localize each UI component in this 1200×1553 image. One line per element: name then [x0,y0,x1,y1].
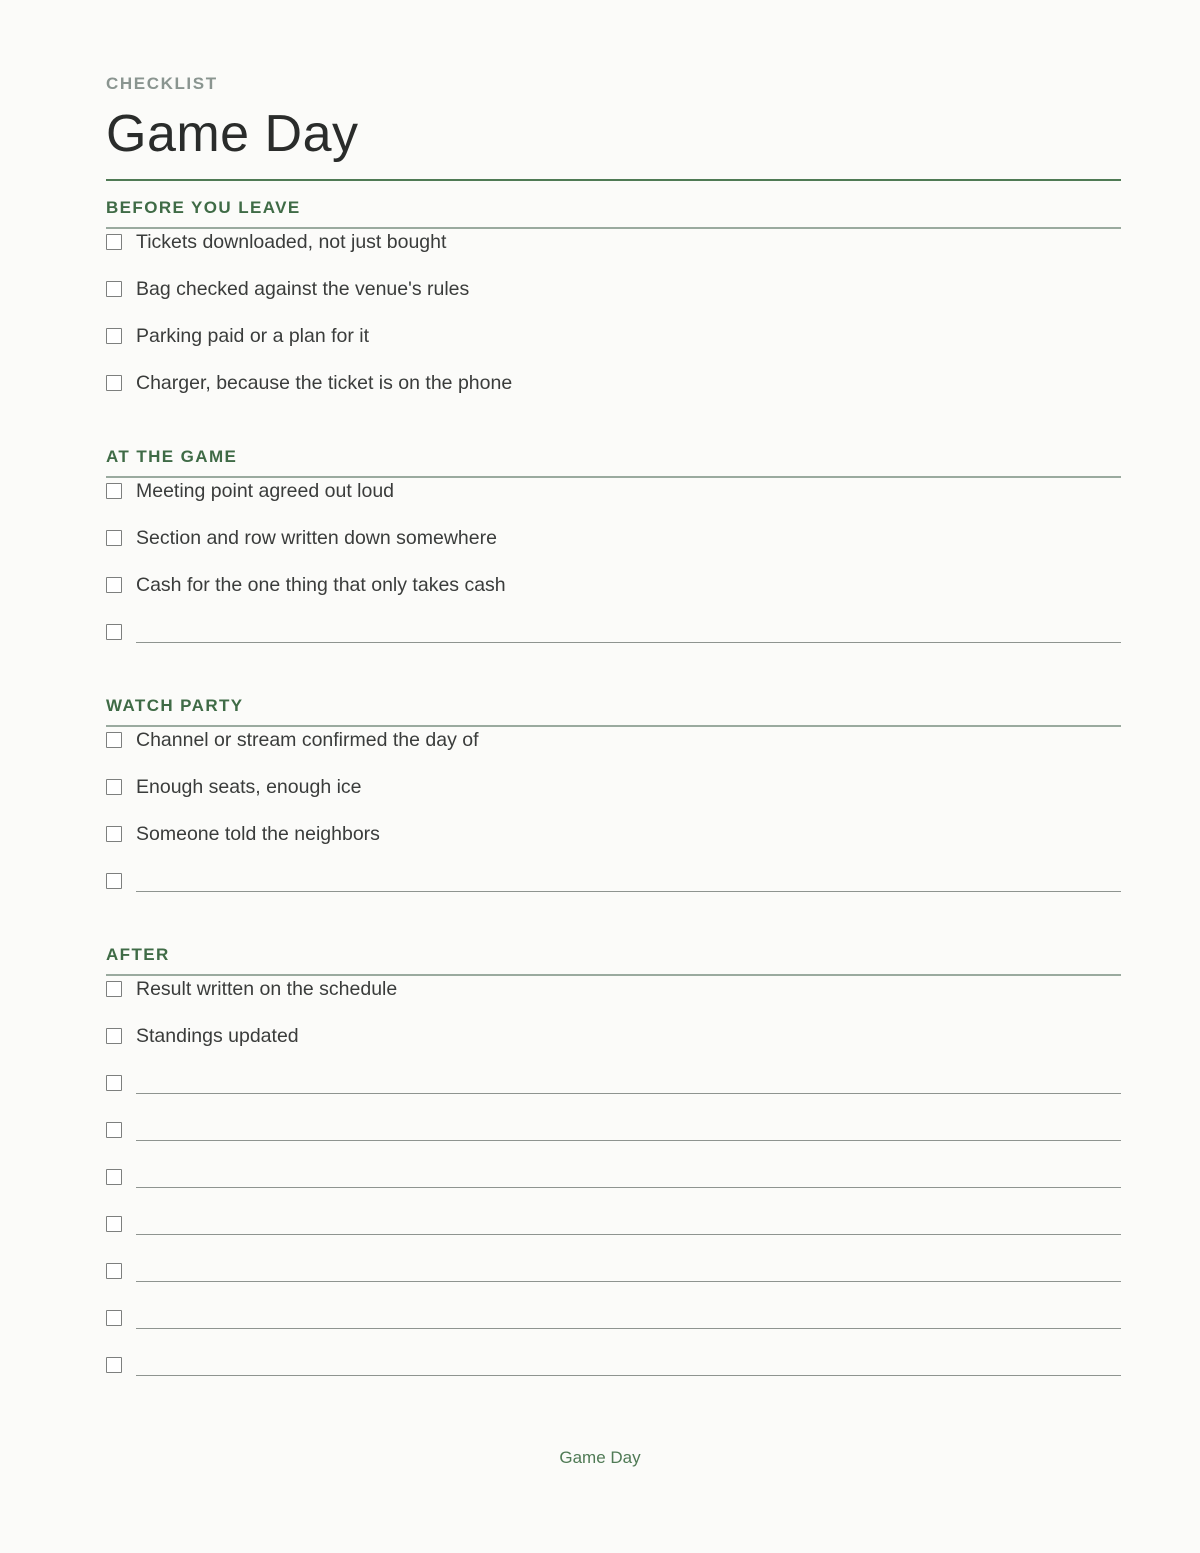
write-in-line[interactable] [136,1093,1121,1094]
checkbox[interactable] [106,483,122,499]
checklist-item [106,231,1121,278]
item-label: Parking paid or a plan for it [136,325,370,347]
checklist-item [106,978,1121,1025]
write-in-line[interactable] [136,1187,1121,1188]
write-in-line[interactable] [136,891,1121,892]
checkbox[interactable] [106,1263,122,1279]
item-label: Channel or stream confirmed the day of [136,729,479,751]
checklist-items [106,480,1121,668]
blank-checklist-item [106,1307,1121,1354]
checklist-items [106,231,1121,419]
item-label: Someone told the neighbors [136,823,380,845]
blank-checklist-item [106,1260,1121,1307]
checklist-item [106,527,1121,574]
item-label: Result written on the schedule [136,978,398,1000]
blank-checklist-item [106,1166,1121,1213]
checklist-section [106,198,1121,394]
item-label: Section and row written down somewhere [136,527,497,549]
checklist-item [106,278,1121,325]
checkbox[interactable] [106,624,122,640]
blank-checklist-item [106,1354,1121,1401]
blank-checklist-item [106,1119,1121,1166]
item-label: Cash for the one thing that only takes cash [136,574,506,596]
blank-checklist-item [106,1072,1121,1119]
checkbox[interactable] [106,1075,122,1091]
checklist-item [106,372,1121,419]
checkbox[interactable] [106,873,122,889]
checklist-section [106,696,1121,845]
page-eyebrow: CHECKLIST [106,74,218,93]
checklist-section [106,945,1121,1047]
checklist-item [106,574,1121,621]
checkbox[interactable] [106,1216,122,1232]
checkbox[interactable] [106,1169,122,1185]
write-in-line[interactable] [136,1140,1121,1141]
item-label: Enough seats, enough ice [136,776,362,798]
checkbox[interactable] [106,281,122,297]
section-heading: WATCH PARTY [106,697,1121,727]
write-in-line[interactable] [136,1281,1121,1282]
checkbox[interactable] [106,577,122,593]
checkbox[interactable] [106,1357,122,1373]
checkbox[interactable] [106,779,122,795]
checkbox[interactable] [106,1122,122,1138]
item-label: Standings updated [136,1025,299,1047]
item-label: Tickets downloaded, not just bought [136,231,447,253]
checklist-item [106,325,1121,372]
checkbox[interactable] [106,234,122,250]
checkbox[interactable] [106,732,122,748]
checklist-items [106,729,1121,917]
item-label: Charger, because the ticket is on the phone [136,372,513,394]
checkbox[interactable] [106,375,122,391]
checkbox[interactable] [106,530,122,546]
write-in-line[interactable] [136,642,1121,643]
checkbox[interactable] [106,1028,122,1044]
section-heading: BEFORE YOU LEAVE [106,199,1121,229]
item-label: Meeting point agreed out loud [136,480,395,502]
section-heading: AT THE GAME [106,448,1121,478]
checkbox[interactable] [106,826,122,842]
write-in-line[interactable] [136,1375,1121,1376]
checkbox[interactable] [106,1310,122,1326]
blank-checklist-item [106,1213,1121,1260]
write-in-line[interactable] [136,1328,1121,1329]
checklist-item [106,729,1121,776]
section-heading: AFTER [106,946,1121,976]
checklist-item [106,776,1121,823]
checkbox[interactable] [106,328,122,344]
checkbox[interactable] [106,981,122,997]
checklist-item [106,823,1121,870]
checklist-section [106,447,1121,596]
page-title: Game Day [106,105,359,163]
blank-checklist-item [106,621,1121,668]
checklist-items [106,978,1121,1401]
title-divider [106,179,1121,181]
checklist-item [106,480,1121,527]
write-in-line[interactable] [136,1234,1121,1235]
item-label: Bag checked against the venue's rules [136,278,470,300]
blank-checklist-item [106,870,1121,917]
checklist-item [106,1025,1121,1072]
page-footer: Game Day [559,1448,641,1467]
